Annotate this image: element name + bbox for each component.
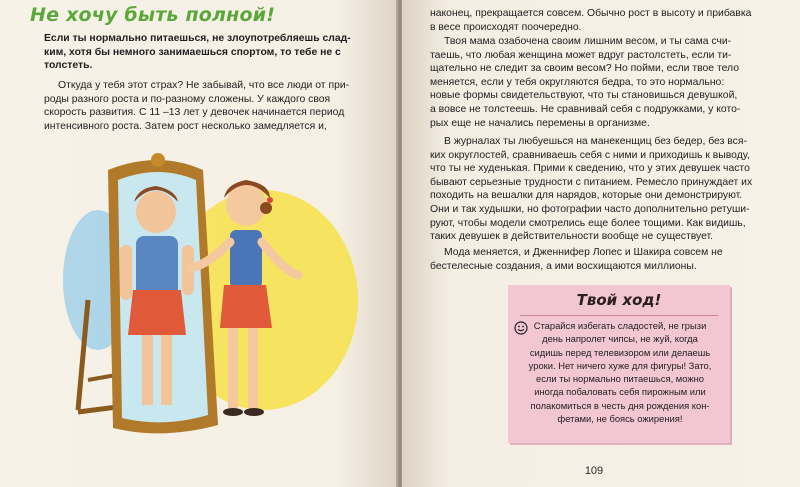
text-line: меняется, если у тебя округляются бедра, то это нормально: xyxy=(430,76,725,88)
text-line: ким, хотя бы немного занимаешься спортом, то тебе не с xyxy=(44,46,341,58)
text-line: Мода меняется, и Дженнифер Лопес и Шакира совсем не xyxy=(444,247,723,258)
text-line: скорость развития. С 11 –13 лет у девочек начинается период xyxy=(44,107,345,119)
note-text xyxy=(522,319,718,425)
text-line: новые формы свидетельствуют, что ты становишься девушкой, xyxy=(430,90,738,102)
note-line: день напролет чипсы, не жуй, когда xyxy=(542,333,698,345)
text-line: в весе происходят поочередно. xyxy=(430,21,582,33)
note-divider xyxy=(520,315,718,316)
text-line: Твоя мама озабочена своим лишним весом, и ты сама счи- xyxy=(444,36,732,47)
text-line: наконец, прекращается совсем. Обычно рост в высоту и прибавка xyxy=(430,8,752,19)
text-line: ких округлостей, сравниваешь себя с ними и приходишь к выводу, xyxy=(430,149,750,161)
note-line: сидишь перед телевизором или делаешь xyxy=(529,346,711,358)
text-line: походить на вешалки для нарядов, которые они демонстрируют. xyxy=(430,190,743,202)
text-line: Они и так худышки, но фотографии часто дополнительно ретуши- xyxy=(430,203,750,215)
text-line: щательно не следит за своим весом? Но пойми, если твое тело xyxy=(430,63,739,75)
text-line: роды разного роста и по-разному сложены. У каждого своя xyxy=(44,93,331,105)
text-line: таешь, что любая женщина может вдруг растолстеть, если ти- xyxy=(430,49,732,61)
note-line: уроки. Нет ничего хуже для фигуры! Зато, xyxy=(528,359,712,371)
note-title: Твой ход! xyxy=(576,291,662,309)
text-line: интенсивного роста. Затем рост несколько замедляется и, xyxy=(44,120,327,132)
mirror-girl-illustration xyxy=(58,150,368,450)
page-title: Не хочу быть полной! xyxy=(30,4,276,26)
text-line: Откуда у тебя этот страх? Не забывай, что все люди от при- xyxy=(58,80,350,91)
text-line: бестелесные создания, а ими восхищаются миллионы. xyxy=(430,260,697,272)
body-paragraph xyxy=(430,35,770,130)
note-line: Старайся избегать сладостей, не грызи xyxy=(533,320,707,331)
text-line: бывают серьезные трудности с питанием. Ремесло принуждает их xyxy=(430,176,753,188)
body-paragraph xyxy=(44,79,366,133)
note-line: иногда побаловать себя пирожным или xyxy=(534,386,706,398)
body-paragraph xyxy=(430,246,770,273)
note-line: если ты нормально питаешься, можно xyxy=(536,373,704,385)
text-line: рых еще не начались перемены в организме. xyxy=(430,117,650,129)
note-line: полакомиться в честь дня рождения кон- xyxy=(530,399,710,411)
text-line: что ты не худенькая. Прими к сведению, что у этих девушек часто xyxy=(430,163,750,175)
page-number: 109 xyxy=(584,465,604,477)
note-line: фетами, не боясь ожирения! xyxy=(557,413,683,425)
body-paragraph xyxy=(430,7,770,34)
body-paragraph xyxy=(430,135,770,244)
intro-paragraph xyxy=(44,32,366,73)
text-line: В журналах ты любуешься на манекенщиц без бедер, без вся- xyxy=(444,136,747,147)
tip-note xyxy=(508,285,730,443)
text-line: Если ты нормально питаешься, не злоупотребляешь слад- xyxy=(44,33,351,44)
text-line: толстеть. xyxy=(44,60,93,72)
text-line: а вовсе не толстеешь. Не сравнивай себя с подружками, у кото- xyxy=(430,103,741,115)
text-line: руют, чтобы модели смотрелись еще более тощими. Как видишь, xyxy=(430,217,746,229)
text-line: таких девушек в действительности вообще не существует. xyxy=(430,231,714,243)
